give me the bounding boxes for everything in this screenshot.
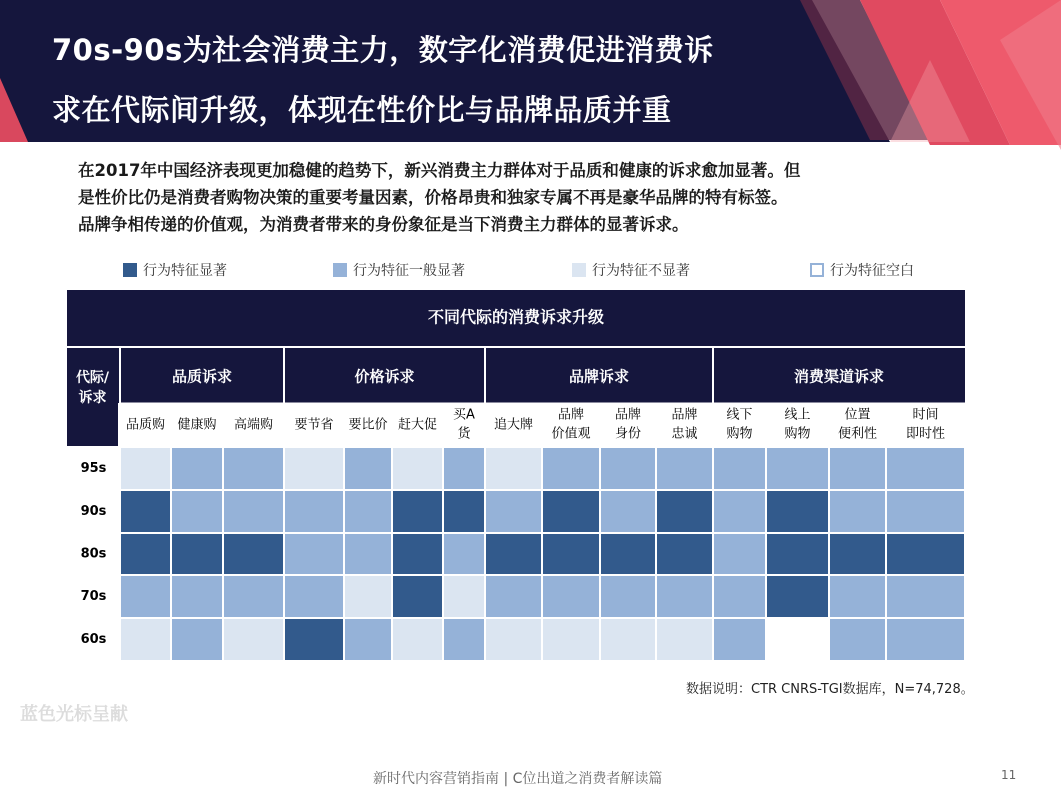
heatmap-cell [345,619,391,660]
heatmap-cell [285,619,343,660]
column-header-label: 健康购 [177,417,217,433]
heatmap-cell [767,576,828,617]
heatmap-cell [393,576,442,617]
heatmap-cell [543,619,599,660]
column-header-label: 品牌 [557,407,585,423]
page-number: 11 [1001,768,1017,782]
heatmap-cell [486,491,541,532]
group-header-label: 品牌诉求 [568,367,630,386]
watermark: 蓝色光标呈献 [20,704,128,725]
row-header-label: 诉求 [78,390,107,406]
column-header-label: 品牌 [614,407,642,423]
legend-label: 行为特征显著 [143,263,227,279]
heatmap-cell [767,448,828,489]
column-header-label: 位置 [844,407,871,423]
heatmap-cell [224,576,283,617]
intro-line: 是性价比仍是消费者购物决策的重要考量因素，价格昂贵和独家专属不再是豪华品牌的特有标签。 [78,188,788,207]
heatmap-cell [767,491,828,532]
heatmap-cell [486,534,541,574]
heatmap-cell [830,576,885,617]
heatmap-cell [887,576,964,617]
heatmap-cell [345,448,391,489]
heatmap-cell [767,534,828,574]
heatmap-cell [172,534,222,574]
heatmap-cell [714,576,765,617]
heatmap-cell [121,491,170,532]
heatmap-cell [172,491,222,532]
heatmap-cell [393,448,442,489]
legend-label: 行为特征一般显著 [353,263,465,279]
heatmap-cell [444,619,484,660]
column-header-label: 购物 [784,426,811,442]
group-header-label: 价格诉求 [354,367,415,386]
heatmap-cell [172,576,222,617]
row-label: 80s [80,546,107,562]
column-header-label: 价值观 [551,426,591,442]
heatmap-cell [345,534,391,574]
intro-line: 品牌争相传递的价值观，为消费者带来的身份象征是当下消费主力群体的显著诉求。 [78,215,689,234]
heatmap-cell [285,491,343,532]
column-header-label: 身份 [614,426,642,442]
column-header-label: 品质购 [125,417,166,433]
heatmap-cell [224,619,283,660]
column-header-label: 线下 [726,407,753,423]
legend-label: 行为特征空白 [830,263,914,279]
heatmap-cell [887,534,964,574]
column-header-label: 要比价 [348,417,388,433]
legend-label: 行为特征不显著 [592,263,690,279]
heatmap-cell [601,576,655,617]
heatmap-cell [601,491,655,532]
heatmap-cell [393,534,442,574]
heatmap-cell [345,491,391,532]
heatmap-cell [767,619,828,660]
heatmap-cell [830,619,885,660]
heatmap-cell [224,448,283,489]
column-header-label: 要节省 [294,417,334,433]
heatmap-cell [444,491,484,532]
footer-text: 新时代内容营销指南 | C位出道之消费者解读篇 [373,771,663,787]
heatmap-cell [486,576,541,617]
heatmap-cell [224,491,283,532]
column-header-label: 即时性 [905,426,946,442]
heatmap-cell [121,576,170,617]
data-note: 数据说明：CTR CNRS-TGI数据库，N=74,728。 [686,682,974,697]
heatmap-cell [601,534,655,574]
column-header-label: 货 [457,426,471,442]
column-header-label: 品牌 [671,407,698,423]
group-header-label: 品质诉求 [171,367,233,386]
heatmap-cell [121,534,170,574]
page-title-line-1: 70s-90s为社会消费主力，数字化消费促进消费诉 [52,33,714,67]
heatmap-cell [444,448,484,489]
heatmap-cell [285,448,343,489]
column-header-label: 便利性 [837,426,878,442]
row-label: 60s [80,632,107,647]
page-title-line-2: 求在代际间升级，体现在性价比与品牌品质并重 [52,93,672,127]
row-label: 90s [80,504,107,519]
heatmap-cell [543,576,599,617]
column-header-label: 忠诚 [671,426,698,442]
heatmap-cell [657,619,712,660]
row-label: 70s [80,589,107,604]
heatmap-cell [444,534,484,574]
column-header-label: 买A [453,407,475,423]
heatmap-cell [714,491,765,532]
heatmap-cell [345,576,391,617]
heatmap-cell [172,448,222,489]
heatmap-cell [393,491,442,532]
heatmap-cell [714,448,765,489]
heatmap-cell [444,576,484,617]
heatmap-cell [887,491,964,532]
column-header-label: 追大牌 [493,417,534,433]
heatmap-cell [486,619,541,660]
heatmap-cell [121,448,170,489]
heatmap-cell [224,534,283,574]
heatmap-cell [714,619,765,660]
heatmap-cell [172,619,222,660]
heatmap-cell [830,534,885,574]
heatmap-cell [657,491,712,532]
column-header-label: 购物 [726,426,753,442]
column-header-label: 赶大促 [397,417,438,433]
heatmap-cell [393,619,442,660]
heatmap-cell [887,448,964,489]
heatmap-cell [543,534,599,574]
heatmap-cell [285,534,343,574]
heatmap-cell [601,619,655,660]
column-header-label: 时间 [912,407,939,423]
heatmap-cell [285,576,343,617]
heatmap-cell [657,534,712,574]
group-header-label: 消费渠道诉求 [793,367,885,386]
heatmap-title: 不同代际的消费诉求升级 [427,307,605,327]
heatmap-cell [830,448,885,489]
heatmap-cell [657,576,712,617]
intro-line: 在2017年中国经济表现更加稳健的趋势下，新兴消费主力群体对于品质和健康的诉求愈加显著。但 [78,161,801,180]
column-header-label: 线上 [784,407,811,423]
row-header-label: 代际/ [75,370,110,386]
heatmap-cell [714,534,765,574]
heatmap-cell [601,448,655,489]
heatmap-cell [543,448,599,489]
heatmap-cell [887,619,964,660]
heatmap-cell [830,491,885,532]
heatmap-cell [121,619,170,660]
column-header-label: 高端购 [233,417,274,433]
heatmap-cell [543,491,599,532]
row-label: 95s [80,461,107,476]
heatmap-cell [486,448,541,489]
heatmap-cell [657,448,712,489]
